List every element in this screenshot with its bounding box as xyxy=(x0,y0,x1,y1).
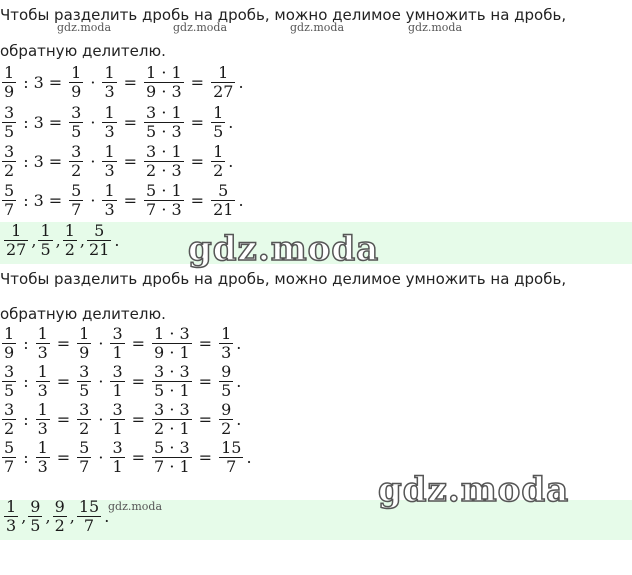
equals-sign: = xyxy=(48,73,63,92)
equation-row xyxy=(0,64,244,101)
equals-sign: = xyxy=(131,448,146,467)
numerator: 5 xyxy=(4,438,15,457)
divisor-whole-number: 3 xyxy=(33,73,44,92)
numerator: 1 · 1 xyxy=(146,63,182,82)
denominator: 5 xyxy=(30,516,41,535)
comma: , xyxy=(69,507,75,526)
numerator: 1 xyxy=(221,324,232,343)
denominator: 2 xyxy=(64,240,75,259)
fraction xyxy=(219,325,233,362)
numerator: 1 xyxy=(213,142,224,161)
multiply-sign: · xyxy=(90,113,96,132)
equals-sign: = xyxy=(56,410,71,429)
denominator: 7 xyxy=(4,457,15,476)
fraction xyxy=(2,182,16,219)
equals-sign: = xyxy=(190,73,205,92)
divisor-whole-number: 3 xyxy=(33,191,44,210)
multiply-sign: · xyxy=(90,152,96,171)
numerator: 3 xyxy=(71,103,82,122)
intro-text-line-2: обратную делителю. xyxy=(0,305,166,323)
watermark-small: gdz.moda xyxy=(108,500,163,513)
numerator: 1 xyxy=(213,103,224,122)
fraction xyxy=(2,325,16,362)
period: . xyxy=(236,334,242,353)
fraction xyxy=(69,143,83,180)
numerator: 3 xyxy=(79,362,90,381)
fraction xyxy=(110,439,124,476)
numerator: 1 xyxy=(71,63,82,82)
numerator: 1 xyxy=(79,324,90,343)
fraction xyxy=(77,401,91,438)
numerator: 1 xyxy=(104,63,115,82)
fraction xyxy=(152,439,192,476)
comma: , xyxy=(21,507,27,526)
equals-sign: = xyxy=(56,372,71,391)
numerator: 3 · 3 xyxy=(154,362,190,381)
denominator: 2 xyxy=(4,419,15,438)
fraction xyxy=(211,64,235,101)
denominator: 5 xyxy=(79,381,90,400)
divisor-whole-number: 3 xyxy=(33,113,44,132)
numerator: 3 xyxy=(112,362,123,381)
equals-sign: = xyxy=(131,372,146,391)
equation-row xyxy=(0,439,252,476)
numerator: 1 xyxy=(11,221,22,240)
denominator: 27 xyxy=(6,240,27,259)
fraction xyxy=(2,363,16,400)
numerator: 1 xyxy=(37,362,48,381)
comma: , xyxy=(55,231,61,250)
numerator: 1 xyxy=(40,221,51,240)
multiply-sign: · xyxy=(98,372,104,391)
fraction xyxy=(77,439,91,476)
fraction xyxy=(2,104,16,141)
numerator: 1 xyxy=(104,142,115,161)
numerator: 3 · 1 xyxy=(146,103,182,122)
numerator: 5 xyxy=(71,181,82,200)
numerator: 1 xyxy=(218,63,229,82)
fraction xyxy=(110,401,124,438)
numerator: 3 xyxy=(112,400,123,419)
denominator: 1 xyxy=(112,381,123,400)
divisor-whole-number: 3 xyxy=(33,152,44,171)
equation-row xyxy=(0,401,241,438)
fraction xyxy=(77,325,91,362)
numerator: 3 xyxy=(4,103,15,122)
denominator: 5 xyxy=(221,381,232,400)
numerator: 3 xyxy=(112,324,123,343)
equals-sign: = xyxy=(123,113,138,132)
fraction xyxy=(102,143,116,180)
denominator: 7 xyxy=(226,457,237,476)
answer-row-1 xyxy=(2,222,119,259)
denominator: 2 xyxy=(213,161,224,180)
equals-sign: = xyxy=(190,191,205,210)
watermark-large: gdz.moda xyxy=(188,229,380,269)
denominator: 5 · 1 xyxy=(154,381,190,400)
numerator: 1 xyxy=(37,438,48,457)
numerator: 1 xyxy=(6,497,17,516)
equals-sign: = xyxy=(123,191,138,210)
denominator: 9 · 3 xyxy=(146,82,182,101)
numerator: 1 · 3 xyxy=(154,324,190,343)
fraction xyxy=(36,439,50,476)
fraction xyxy=(152,363,192,400)
equals-sign: = xyxy=(198,448,213,467)
comma: , xyxy=(79,231,86,250)
period: . xyxy=(114,231,120,250)
equation-row xyxy=(0,143,233,180)
fraction xyxy=(110,363,124,400)
equals-sign: = xyxy=(48,113,63,132)
period: . xyxy=(228,113,234,132)
fraction xyxy=(69,104,83,141)
fraction xyxy=(69,64,83,101)
numerator: 3 · 3 xyxy=(154,400,190,419)
fraction xyxy=(36,363,50,400)
denominator: 3 xyxy=(37,457,48,476)
numerator: 3 xyxy=(79,400,90,419)
equals-sign: = xyxy=(198,372,213,391)
denominator: 9 xyxy=(71,82,82,101)
denominator: 2 xyxy=(54,516,65,535)
numerator: 1 xyxy=(64,221,75,240)
denominator: 21 xyxy=(213,200,234,219)
denominator: 7 xyxy=(79,457,90,476)
fraction xyxy=(36,325,50,362)
denominator: 7 · 3 xyxy=(146,200,182,219)
denominator: 3 xyxy=(37,419,48,438)
equals-sign: = xyxy=(198,334,213,353)
equals-sign: = xyxy=(48,191,63,210)
multiply-sign: · xyxy=(98,334,104,353)
equals-sign: = xyxy=(56,448,71,467)
denominator: 5 · 3 xyxy=(146,122,182,141)
period: . xyxy=(228,152,234,171)
denominator: 3 xyxy=(6,516,17,535)
fraction xyxy=(152,325,192,362)
fraction xyxy=(2,143,16,180)
numerator: 15 xyxy=(78,497,100,516)
denominator: 1 xyxy=(112,419,123,438)
fraction xyxy=(38,222,52,259)
fraction xyxy=(219,439,243,476)
fraction xyxy=(36,401,50,438)
numerator: 9 xyxy=(221,400,232,419)
denominator: 2 xyxy=(71,161,82,180)
numerator: 1 xyxy=(4,324,15,343)
denominator: 2 · 1 xyxy=(154,419,190,438)
numerator: 3 xyxy=(4,362,15,381)
period: . xyxy=(246,448,252,467)
numerator: 1 xyxy=(37,324,48,343)
fraction xyxy=(63,222,77,259)
fraction xyxy=(2,64,16,101)
period: . xyxy=(236,410,242,429)
numerator: 9 xyxy=(54,497,65,516)
denominator: 3 xyxy=(37,381,48,400)
numerator: 3 xyxy=(4,142,15,161)
denominator: 3 xyxy=(37,343,48,362)
divide-sign: : xyxy=(23,372,29,391)
denominator: 9 · 1 xyxy=(154,343,190,362)
multiply-sign: · xyxy=(98,448,104,467)
fraction xyxy=(2,439,16,476)
denominator: 7 xyxy=(83,516,95,535)
denominator: 1 xyxy=(112,343,123,362)
period: . xyxy=(238,73,244,92)
fraction xyxy=(102,64,116,101)
intro-text-line-1: Чтобы разделить дробь на дробь, можно делимое умножить на дробь, xyxy=(0,270,567,288)
numerator: 3 xyxy=(112,438,123,457)
comma: , xyxy=(31,231,37,250)
fraction xyxy=(144,182,184,219)
denominator: 3 xyxy=(104,122,115,141)
equation-row xyxy=(0,363,241,400)
fraction xyxy=(77,363,91,400)
numerator: 5 xyxy=(79,438,90,457)
divide-sign: : xyxy=(23,113,29,132)
denominator: 5 xyxy=(71,122,82,141)
denominator: 7 xyxy=(71,200,82,219)
divide-sign: : xyxy=(23,410,29,429)
equals-sign: = xyxy=(123,152,138,171)
divide-sign: : xyxy=(23,448,29,467)
numerator: 15 xyxy=(221,438,242,457)
denominator: 5 xyxy=(213,122,224,141)
watermark-small: gdz.moda xyxy=(290,21,345,34)
watermark-large: gdz.moda xyxy=(378,470,570,510)
equals-sign: = xyxy=(56,334,71,353)
denominator: 2 xyxy=(4,161,15,180)
fraction xyxy=(53,498,67,535)
fraction xyxy=(152,401,192,438)
numerator: 5 xyxy=(218,181,229,200)
equals-sign: = xyxy=(198,410,213,429)
fraction xyxy=(110,325,124,362)
equals-sign: = xyxy=(131,334,146,353)
intro-text-line-2: обратную делителю. xyxy=(0,42,166,60)
denominator: 9 xyxy=(4,343,15,362)
multiply-sign: · xyxy=(90,73,96,92)
comma: , xyxy=(45,507,51,526)
numerator: 3 · 1 xyxy=(146,142,182,161)
intro-text-line-1: Чтобы разделить дробь на дробь, можно делимое умножить на дробь, xyxy=(0,6,567,24)
fraction xyxy=(211,104,225,141)
equals-sign: = xyxy=(131,410,146,429)
multiply-sign: · xyxy=(90,191,96,210)
fraction xyxy=(4,222,28,259)
numerator: 5 xyxy=(94,221,105,240)
watermark-small: gdz.moda xyxy=(173,21,228,34)
fraction xyxy=(102,104,116,141)
numerator: 9 xyxy=(30,497,41,516)
divide-sign: : xyxy=(23,191,29,210)
fraction xyxy=(144,104,184,141)
denominator: 2 xyxy=(79,419,90,438)
fraction xyxy=(219,401,233,438)
denominator: 7 xyxy=(4,200,15,219)
numerator: 1 xyxy=(37,400,48,419)
numerator: 3 xyxy=(4,400,15,419)
numerator: 9 xyxy=(221,362,232,381)
numerator: 5 · 1 xyxy=(146,181,182,200)
equation-row xyxy=(0,182,244,219)
multiply-sign: · xyxy=(98,410,104,429)
fraction xyxy=(211,182,235,219)
denominator: 9 xyxy=(4,82,15,101)
fraction xyxy=(219,363,233,400)
fraction xyxy=(87,222,111,259)
period: . xyxy=(238,191,244,210)
equation-row xyxy=(0,104,233,141)
denominator: 5 xyxy=(4,381,15,400)
numerator: 1 xyxy=(104,103,115,122)
denominator: 27 xyxy=(213,82,234,101)
denominator: 1 xyxy=(112,457,123,476)
fraction xyxy=(102,182,116,219)
fraction xyxy=(28,498,42,535)
divide-sign: : xyxy=(23,73,29,92)
numerator: 1 xyxy=(4,63,15,82)
denominator: 5 xyxy=(40,240,51,259)
watermark-small: gdz.moda xyxy=(408,21,463,34)
denominator: 9 xyxy=(79,343,90,362)
denominator: 3 xyxy=(104,82,115,101)
fraction xyxy=(144,64,184,101)
numerator: 5 xyxy=(4,181,15,200)
period: . xyxy=(104,507,110,526)
denominator: 21 xyxy=(89,240,110,259)
divide-sign: : xyxy=(23,334,29,353)
denominator: 2 xyxy=(221,419,232,438)
numerator: 1 xyxy=(104,181,115,200)
divide-sign: : xyxy=(23,152,29,171)
fraction xyxy=(69,182,83,219)
denominator: 3 xyxy=(221,343,232,362)
fraction xyxy=(4,498,18,535)
fraction xyxy=(211,143,225,180)
period: . xyxy=(236,372,242,391)
equation-row xyxy=(0,325,241,362)
denominator: 5 xyxy=(4,122,15,141)
equals-sign: = xyxy=(48,152,63,171)
equals-sign: = xyxy=(190,152,205,171)
watermark-small: gdz.moda xyxy=(57,21,112,34)
equals-sign: = xyxy=(190,113,205,132)
denominator: 2 · 3 xyxy=(146,161,182,180)
numerator: 3 xyxy=(71,142,82,161)
numerator: 5 · 3 xyxy=(154,438,190,457)
denominator: 3 xyxy=(104,161,115,180)
fraction xyxy=(77,498,101,535)
answer-row-2 xyxy=(2,498,109,535)
denominator: 7 · 1 xyxy=(154,457,190,476)
equals-sign: = xyxy=(123,73,138,92)
fraction xyxy=(2,401,16,438)
fraction xyxy=(144,143,184,180)
denominator: 3 xyxy=(104,200,115,219)
